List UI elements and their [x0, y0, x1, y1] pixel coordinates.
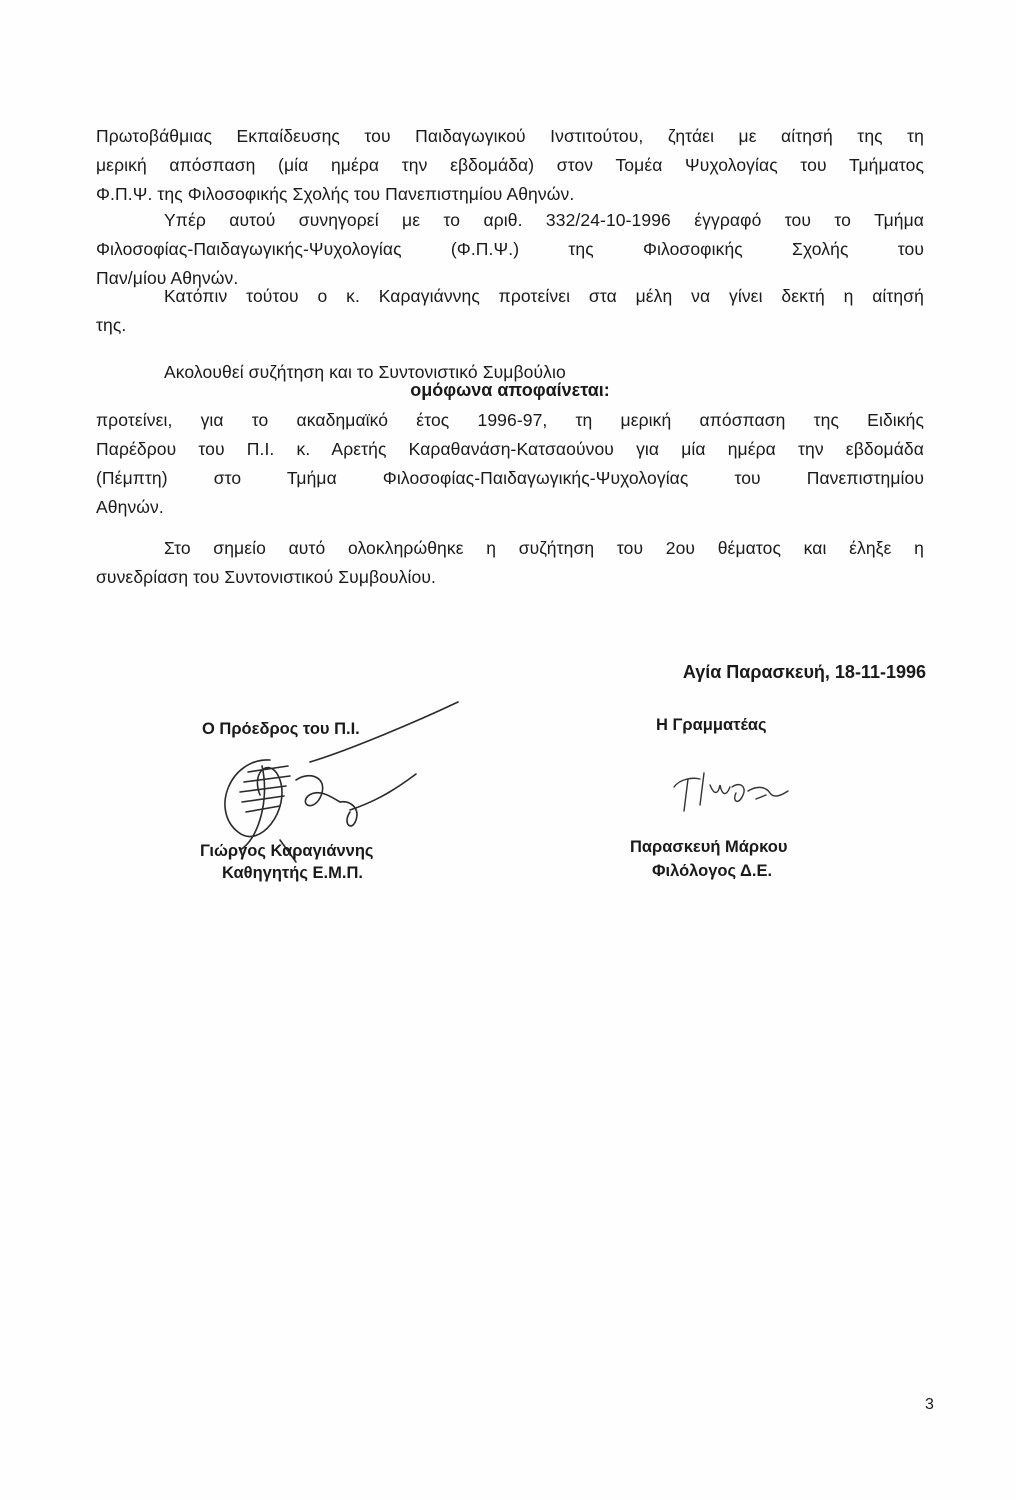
closing-line: Στο σημείο αυτό ολοκληρώθηκε η συζήτηση του 2ου θέματος και έληξε η: [164, 538, 924, 558]
president-position: Καθηγητής Ε.Μ.Π.: [222, 864, 363, 882]
secretary-name: Παρασκευή Μάρκου: [630, 838, 788, 856]
closing-line: συνεδρίαση του Συντονιστικού Συμβουλίου.: [96, 567, 436, 587]
paragraph-1-line: μερική απόσπαση (μία ημέρα την εβδομάδα) στον Τομέα Ψυχολογίας του Τμήματος: [96, 155, 924, 175]
paragraph-2-line: Υπέρ αυτού συνηγορεί με το αριθ. 332/24-10-1996 έγγραφό του το Τμήμα: [164, 210, 924, 230]
president-signature-icon: [200, 700, 470, 860]
paragraph-3-line: Κατόπιν τούτου ο κ. Καραγιάννης προτείνει στα μέλη να γίνει δεκτή η αίτησή: [164, 286, 924, 306]
paragraph-1-line: Φ.Π.Ψ. της Φιλοσοφικής Σχολής του Πανεπιστημίου Αθηνών.: [96, 184, 575, 204]
decision-paragraph: [96, 406, 924, 522]
paragraph-2-line: Παν/μίου Αθηνών.: [96, 268, 239, 288]
closing-paragraph: [96, 534, 924, 592]
place-date: Αγία Παρασκευή, 18-11-1996: [682, 662, 926, 682]
decision-line: (Πέμπτη) στο Τμήμα Φιλοσοφίας-Παιδαγωγικής-Ψυχολογίας του Πανεπιστημίου: [96, 468, 924, 488]
decision-line: Παρέδρου του Π.Ι. κ. Αρετής Καραθανάση-Κατσαούνου για μία ημέρα την εβδομάδα: [96, 439, 924, 459]
president-name: Γιώργος Καραγιάννης: [200, 842, 374, 860]
page-number: 3: [925, 1396, 934, 1413]
president-title: Ο Πρόεδρος του Π.Ι.: [202, 720, 360, 738]
secretary-position: Φιλόλογος Δ.Ε.: [652, 862, 773, 880]
decision-line: Αθηνών.: [96, 497, 164, 517]
discussion-line: Ακολουθεί συζήτηση και το Συντονιστικό Συμβούλιο: [164, 362, 566, 382]
paragraph-1: [96, 122, 924, 209]
decision-heading: ομόφωνα αποφαίνεται:: [410, 380, 610, 400]
secretary-signature-icon: [670, 765, 800, 825]
paragraph-1-line: Πρωτοβάθμιας Εκπαίδευσης του Παιδαγωγικού Ινστιτούτου, ζητάει με αίτησή της τη: [96, 126, 924, 146]
paragraph-2-line: Φιλοσοφίας-Παιδαγωγικής-Ψυχολογίας (Φ.Π.Ψ.) της Φιλοσοφικής Σχολής του: [96, 239, 924, 259]
paragraph-3: [96, 282, 924, 340]
paragraph-2: [96, 206, 924, 293]
decision-line: προτείνει, για το ακαδημαϊκό έτος 1996-97, τη μερική απόσπαση της Ειδικής: [96, 410, 924, 430]
secretary-title: Η Γραμματέας: [656, 716, 767, 734]
paragraph-3-line: της.: [96, 315, 127, 335]
